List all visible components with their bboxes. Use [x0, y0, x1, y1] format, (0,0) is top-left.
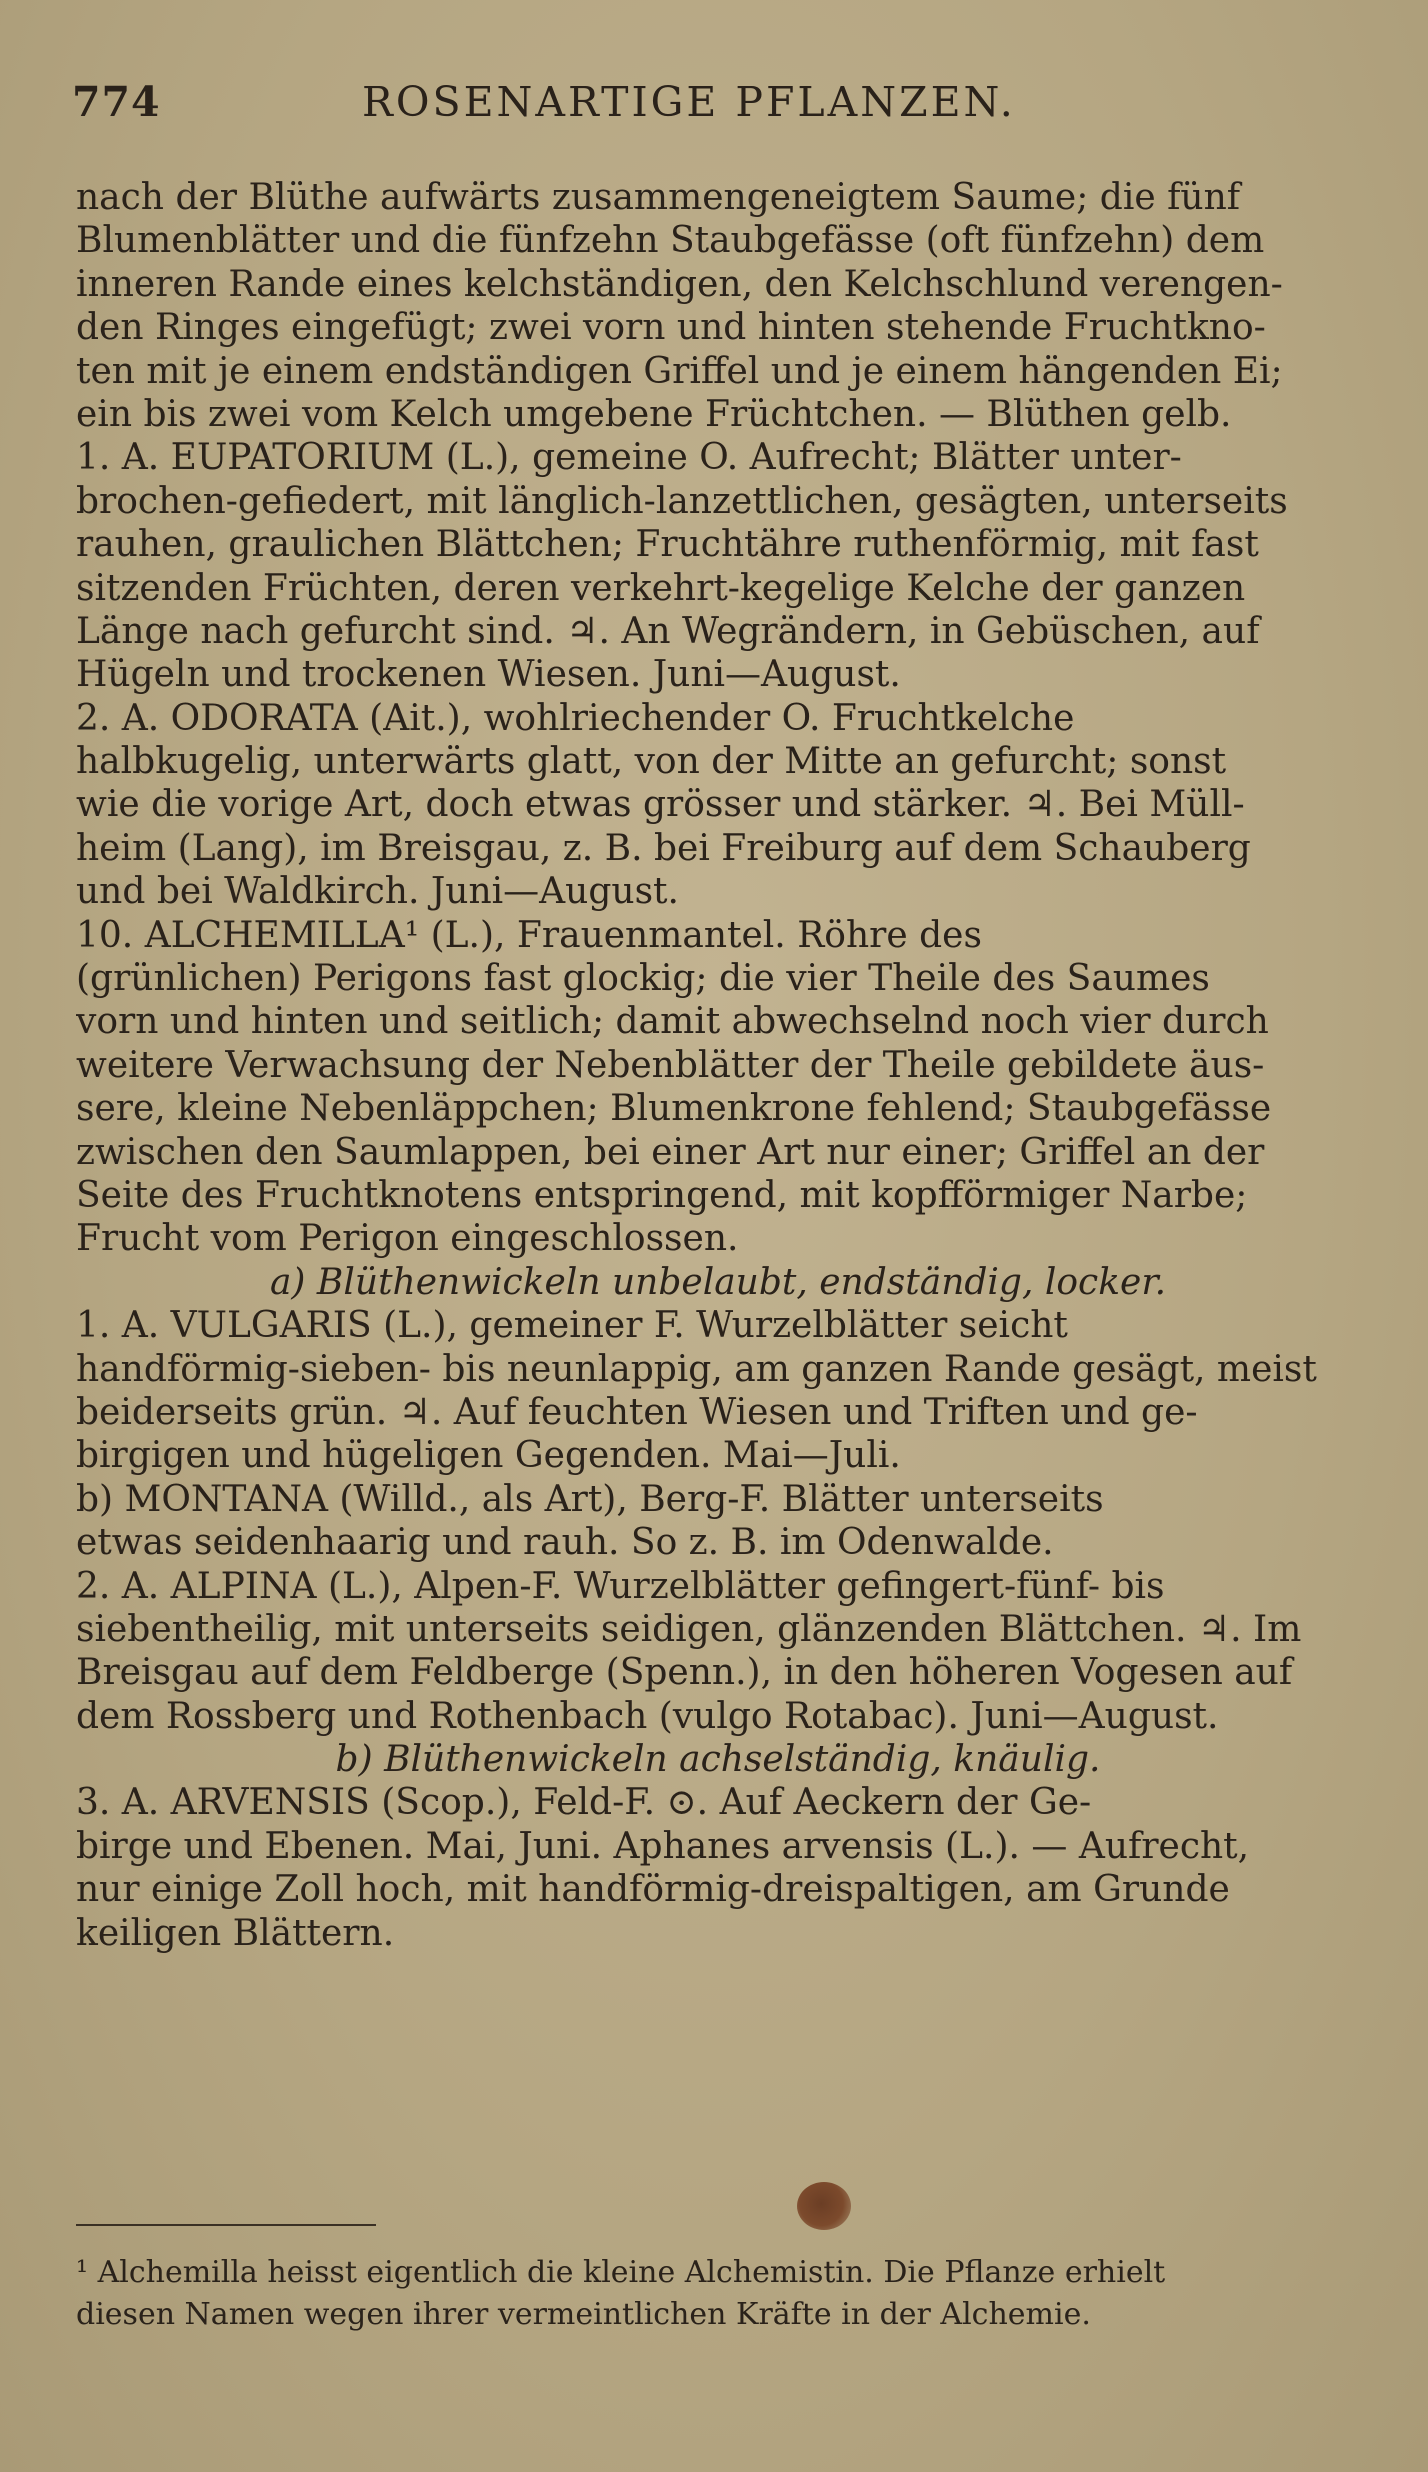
text-line: handförmig-sieben- bis neunlappig, am ganzen Rande gesägt, meist [76, 1348, 1317, 1390]
text-body [76, 176, 1360, 1955]
text-line: Seite des Fruchtknotens entspringend, mit kopfförmiger Narbe; [76, 1174, 1248, 1216]
footnote-line: diesen Namen wegen ihrer vermeintlichen Kräfte in der Alchemie. [76, 2297, 1091, 2332]
text-line: weitere Verwachsung der Nebenblätter der Theile gebildete äus- [76, 1044, 1265, 1086]
text-line: inneren Rande eines kelchständigen, den Kelchschlund verengen- [76, 263, 1283, 305]
page-header [72, 78, 1356, 134]
text-line: wie die vorige Art, doch etwas grösser und stärker. ♃. Bei Müll- [76, 784, 1245, 826]
text-line: Länge nach gefurcht sind. ♃. An Wegrändern, in Gebüschen, auf [76, 610, 1260, 652]
text-line: Frucht vom Perigon eingeschlossen. [76, 1218, 739, 1260]
text-line: birgigen und hügeligen Gegenden. Mai—Juli. [76, 1435, 901, 1477]
section-heading: a) Blüthenwickeln unbelaubt, endständig, locker. [269, 1261, 1167, 1303]
footnote [76, 2252, 1360, 2336]
text-line: ein bis zwei vom Kelch umgebene Früchtchen. — Blüthen gelb. [76, 393, 1232, 435]
text-line: halbkugelig, unterwärts glatt, von der Mitte an gefurcht; sonst [76, 741, 1227, 783]
text-line: nach der Blüthe aufwärts zusammengeneigtem Saume; die fünf [76, 177, 1241, 218]
text-line: vorn und hinten und seitlich; damit abwechselnd noch vier durch [76, 1001, 1269, 1043]
text-line: keiligen Blättern. [76, 1912, 395, 1954]
text-line: Hügeln und trockenen Wiesen. Juni—August. [76, 654, 901, 696]
species-entry-line: 3. A. ARVENSIS (Scop.), Feld-F. ⊙. Auf Aeckern der Ge- [76, 1782, 1092, 1824]
text-line: beiderseits grün. ♃. Auf feuchten Wiesen und Triften und ge- [76, 1391, 1198, 1433]
variety-entry-line: b) MONTANA (Willd., als Art), Berg-F. Blätter unterseits [76, 1478, 1104, 1520]
footnote-line: ¹ Alchemilla heisst eigentlich die kleine Alchemistin. Die Pflanze erhielt [76, 2255, 1166, 2290]
text-line: und bei Waldkirch. Juni—August. [76, 871, 679, 913]
text-line: sitzenden Früchten, deren verkehrt-kegelige Kelche der ganzen [76, 567, 1246, 609]
species-entry-line: 2. A. ALPINA (L.), Alpen-F. Wurzelblätter gefingert-fünf- bis [76, 1565, 1165, 1607]
section-heading: b) Blüthenwickeln achselständig, knäulig. [335, 1739, 1101, 1781]
text-line: siebentheilig, mit unterseits seidigen, glänzenden Blättchen. ♃. Im [76, 1608, 1302, 1650]
ink-stain [797, 2182, 851, 2230]
text-line: nur einige Zoll hoch, mit handförmig-dreispaltigen, am Grunde [76, 1869, 1230, 1911]
text-line: zwischen den Saumlappen, bei einer Art nur einer; Griffel an der [76, 1131, 1265, 1173]
text-line: birge und Ebenen. Mai, Juni. Aphanes arvensis (L.). — Aufrecht, [76, 1825, 1250, 1867]
text-line: dem Rossberg und Rothenbach (vulgo Rotabac). Juni—August. [76, 1695, 1219, 1737]
genus-entry-line: 10. ALCHEMILLA¹ (L.), Frauenmantel. Röhre des [76, 914, 982, 956]
text-line: etwas seidenhaarig und rauh. So z. B. im Odenwalde. [76, 1522, 1054, 1564]
text-line: ten mit je einem endständigen Griffel und je einem hängenden Ei; [76, 350, 1283, 392]
text-line: sere, kleine Nebenläppchen; Blumenkrone fehlend; Staubgefässe [76, 1088, 1272, 1130]
species-entry-line: 1. A. EUPATORIUM (L.), gemeine O. Aufrecht; Blätter unter- [76, 437, 1182, 479]
species-entry-line: 1. A. VULGARIS (L.), gemeiner F. Wurzelblätter seicht [76, 1305, 1068, 1347]
species-entry-line: 2. A. ODORATA (Ait.), wohlriechender O. Fruchtkelche [76, 697, 1075, 739]
text-line: heim (Lang), im Breisgau, z. B. bei Freiburg auf dem Schauberg [76, 827, 1251, 869]
running-title: ROSENARTIGE PFLANZEN. [362, 78, 1016, 126]
text-line: Blumenblätter und die fünfzehn Staubgefässe (oft fünfzehn) dem [76, 220, 1265, 262]
footnote-rule [76, 2224, 376, 2226]
text-line: Breisgau auf dem Feldberge (Spenn.), in den höheren Vogesen auf [76, 1652, 1293, 1694]
text-line: rauhen, graulichen Blättchen; Fruchtähre ruthenförmig, mit fast [76, 524, 1259, 566]
page-number: 774 [72, 78, 161, 126]
text-line: den Ringes eingefügt; zwei vorn und hinten stehende Fruchtkno- [76, 307, 1266, 349]
text-line: (grünlichen) Perigons fast glockig; die vier Theile des Saumes [76, 958, 1210, 1000]
text-line: brochen-gefiedert, mit länglich-lanzettlichen, gesägten, unterseits [76, 480, 1288, 522]
